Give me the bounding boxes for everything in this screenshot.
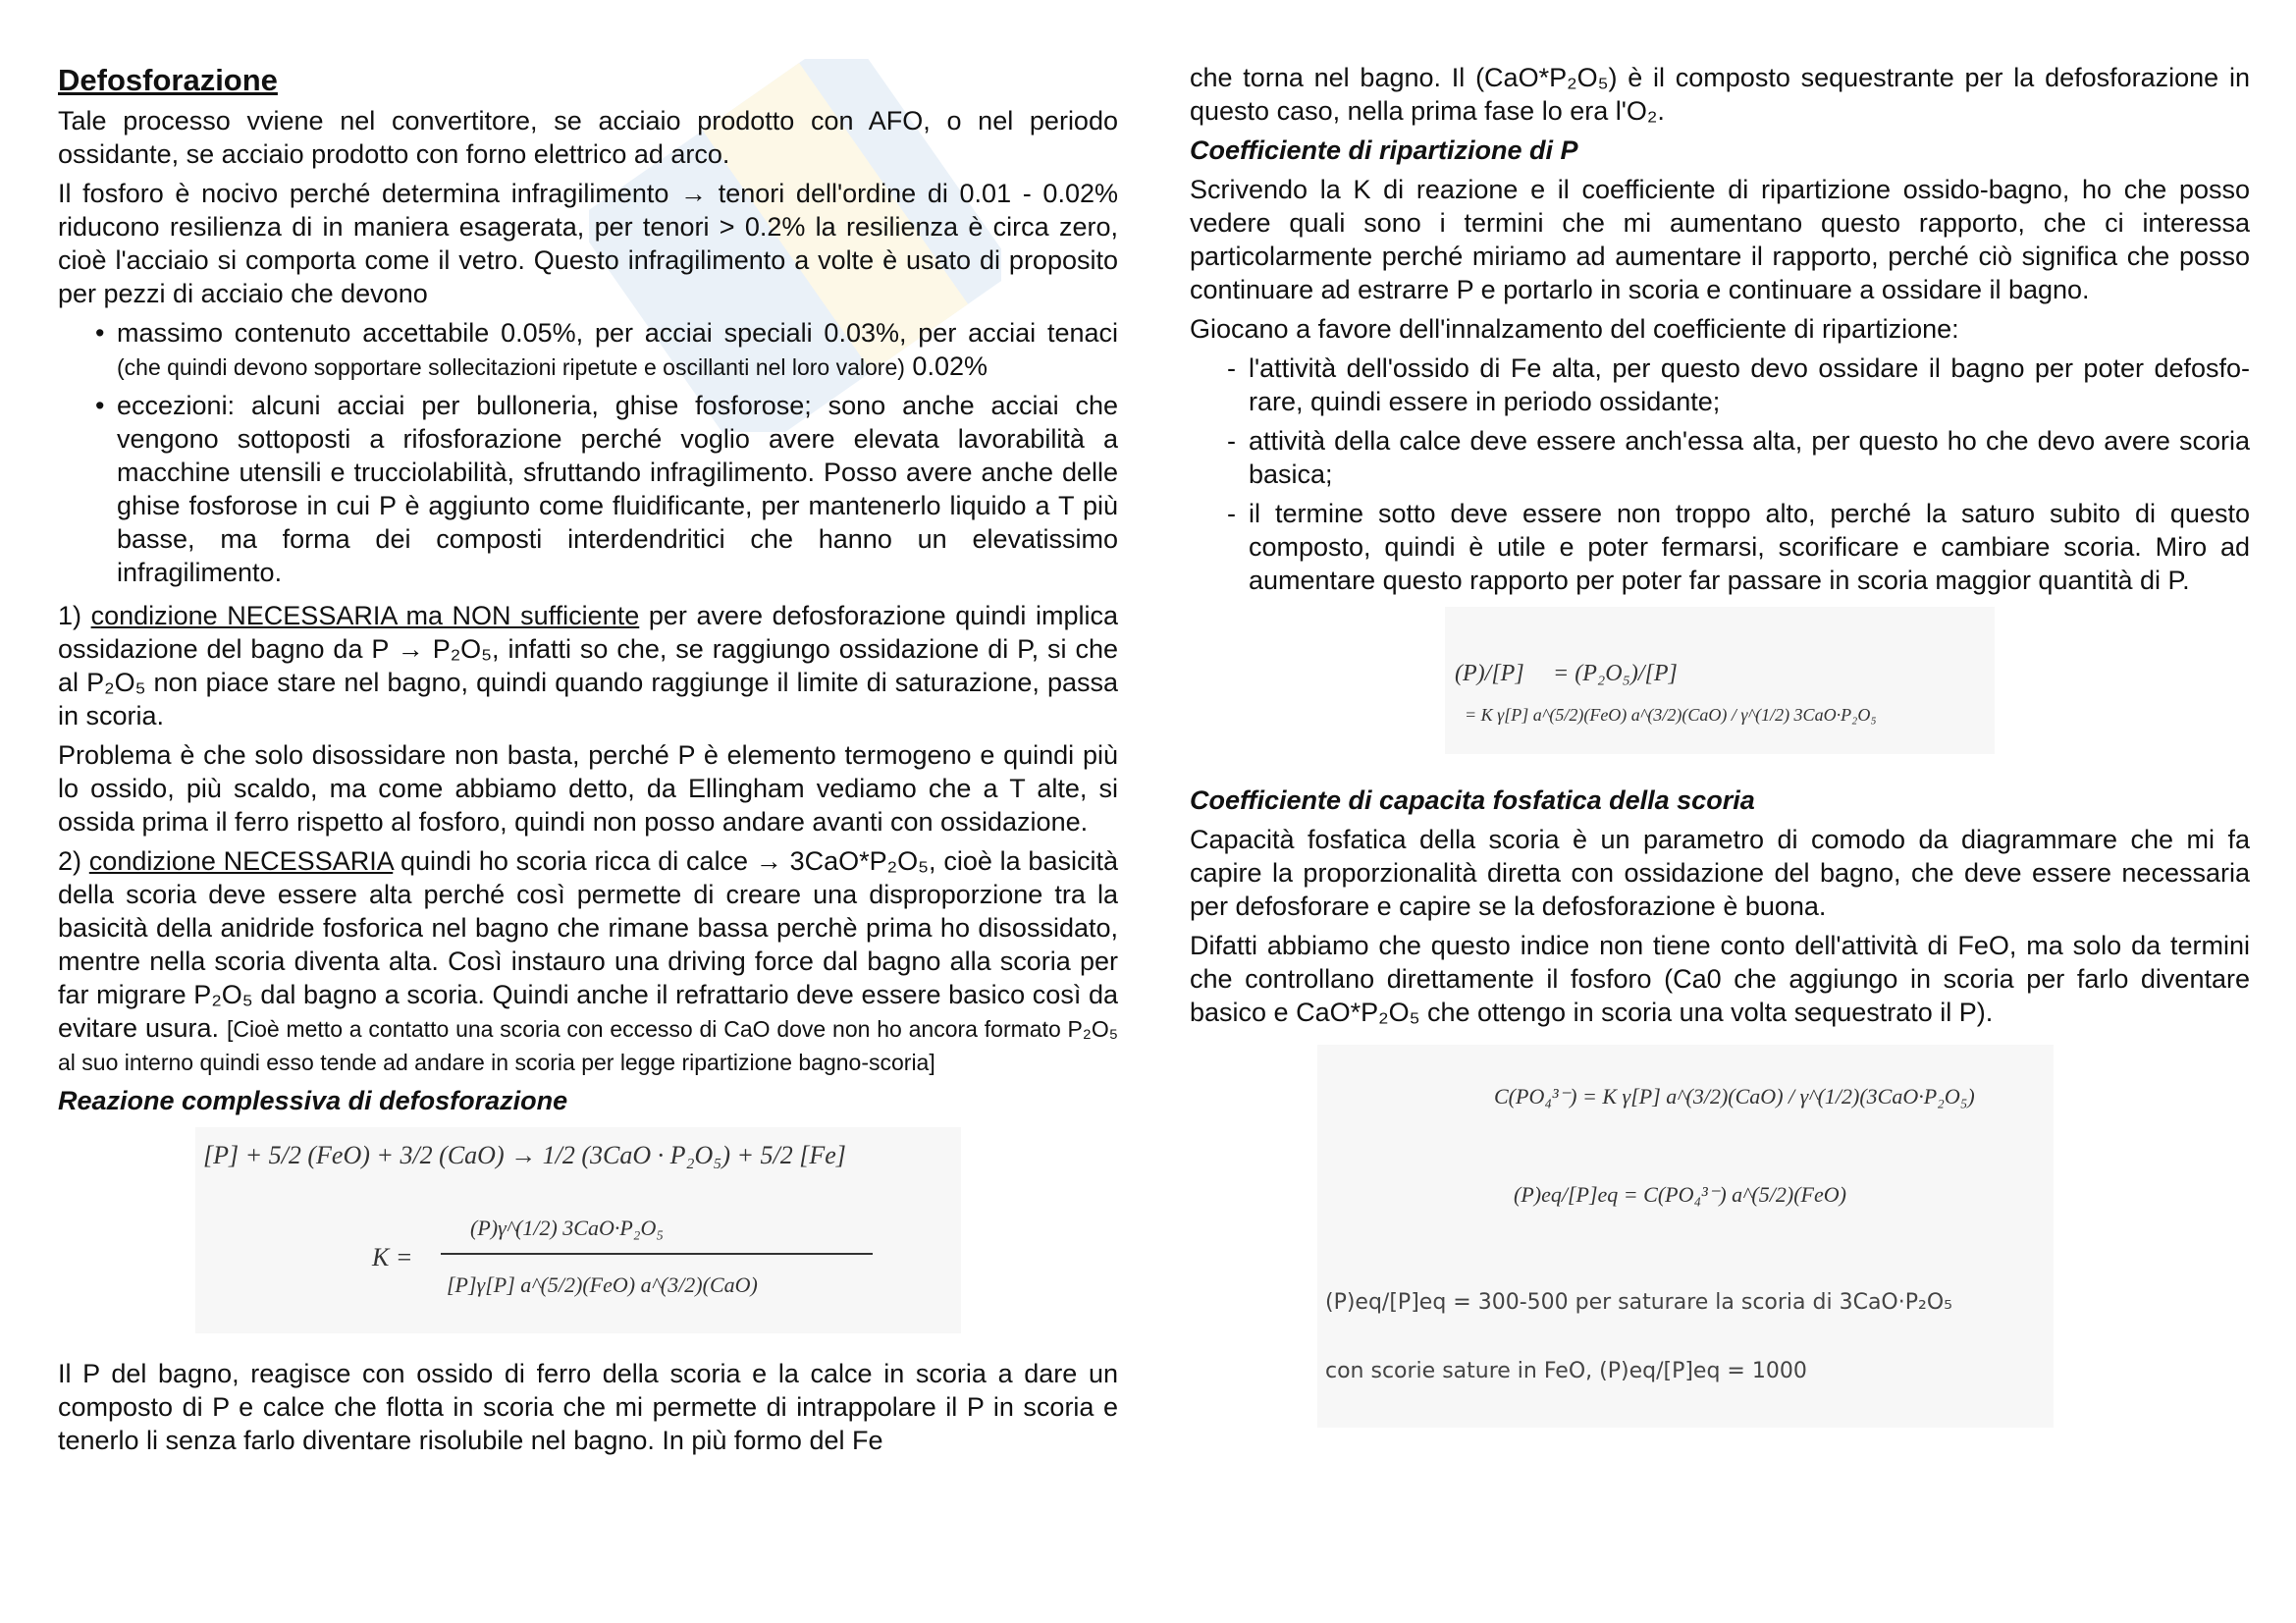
reaction-heading: Reazione complessiva di defosforazione <box>58 1086 568 1115</box>
ratio-p2o5: = (P₂O₅)/[P] <box>1553 661 1678 686</box>
capacity-paragraph: Capacità fosfatica della scoria è un parametro di comodo da diagrammare che mi fa capire la proporzionalità diretta con ossidazione del bagno, che deve essere necessaria per defosforare e capire se la defosforazione è buona. <box>1190 825 2250 921</box>
k-denominator: [P]γ[P] a^(5/2)(FeO) a^(3/2)(CaO) <box>447 1272 758 1297</box>
list-item: - l'attività dell'ossido di Fe alta, per questo devo ossidare il bagno per poter defosfo-rare, quindi essere in periodo ossidante; <box>1227 353 2250 416</box>
condition-1-heading: condizione NECESSARIA ma NON sufficiente <box>90 601 640 630</box>
reaction-formula-image <box>195 1127 961 1333</box>
capacity-heading: Coefficiente di capacita fosfatica della scoria <box>1190 785 1755 815</box>
continuation-paragraph: che torna nel bagno. Il (CaO*P₂O₅) è il composto sequestrante per la defosforazione in questo caso, nella prima fase lo era l'O₂. <box>1190 63 2250 126</box>
list-item: • eccezioni: alcuni acciai per bulloneria, ghise fosforose; sono anche acciai che vengono sottoposti a rifosforazione perché voglio avere elevata lavorabilità a macchine utensili e trucciolabilità, sfruttando infragilimento. Posso avere anche delle ghise fosforose in cui P è aggiunto come fluidificante, per mantenerlo liquido a T più basse, ma forma dei composti interdendritici che hanno un elevatissimo infragilimento. <box>95 391 1118 587</box>
capacity-detail-paragraph: Difatti abbiamo che questo indice non tiene conto dell'attività di FeO, ma solo da termini che controllano direttamente il fosforo (Ca0 che aggiungo in scoria per farlo diventare basico e CaO*P₂O₅ che ottengo in scoria una volta sequestrato il P). <box>1190 931 2250 1027</box>
dash-marker: - <box>1227 426 1236 456</box>
bath-reaction-paragraph: Il P del bagno, reagisce con ossido di ferro della scoria e la calce in scoria a dare un composto di P e calce che flotta in scoria che mi permette di intrappolare il P in scoria e tenerlo li senza farlo diventare risolubile nel bagno. In più formo del Fe <box>58 1359 1118 1455</box>
k-lhs: K = <box>372 1243 413 1271</box>
reaction-equation: [P] + 5/2 (FeO) + 3/2 (CaO) → 1/2 (3CaO · P₂O₅) + 5/2 [Fe] <box>203 1141 846 1169</box>
partition-formula-image <box>1445 607 1995 754</box>
condition-1-paragraph: 1) condizione NECESSARIA ma NON sufficiente per avere defosforazione quindi implica ossidazione del bagno da P → P₂O₅, infatti so che, se raggiungo ossidazione di P, si che al P₂O₅ non piace stare nel bagno, quindi quando raggiunge il limite di saturazione, passa in scoria. <box>58 601 1118 730</box>
saturation-note: (P)eq/[P]eq = 300-500 per saturare la scoria di 3CaO·P₂O₅ <box>1325 1290 1952 1315</box>
left-column <box>58 61 1118 1463</box>
partition-heading: Coefficiente di ripartizione di P <box>1190 135 1578 165</box>
condition-2-heading: condizione NECESSARIA <box>88 846 394 876</box>
right-column <box>1190 61 2250 1437</box>
phosphorus-harm-paragraph: Il fosforo è nocivo perché determina infragilimento → tenori dell'ordine di 0.01 - 0.02% riducono resilienza di in maniera esagerata, per tenori > 0.2% la resilienza è circa zero, cioè l'acciaio si comporta come il vetro. Questo infragilimento a volte è usato di proposito per pezzi di acciaio che devono <box>58 179 1118 308</box>
section-title: Defosforazione <box>58 63 278 97</box>
fraction-bar <box>441 1253 873 1255</box>
favor-paragraph: Giocano a favore dell'innalzamento del coefficiente di ripartizione: <box>1190 314 1959 344</box>
condition-2-note: [Cioè metto a contatto una scoria con eccesso di CaO dove non ho ancora formato P₂O₅ al suo interno quindi esso tende ad andare in scoria per legge ripartizione bagno-scoria] <box>58 1016 1118 1075</box>
bullet-marker: • <box>95 318 105 348</box>
condition-2-paragraph: 2) condizione NECESSARIA quindi ho scoria ricca di calce → 3CaO*P₂O₅, cioè la basicità della scoria deve essere alta perché così permette di creare una disproporzione tra la basicità della anidride fosforica nel bagno che rimane bassa perchè prima ho disossidato, mentre nella scoria diventa alta. Così instauro una driving force dal bagno alla scoria per far migrare P₂O₅ dal bagno a scoria. Quindi anche il refrattario deve essere basico così da evitare usura. [Cioè metto a contatto una scoria con eccesso di CaO dove non ho ancora formato P₂O₅ al suo interno quindi esso tende ad andare in scoria per legge ripartizione bagno-scoria] <box>58 846 1118 1075</box>
bullet-marker: • <box>95 391 105 420</box>
intro-paragraph: Tale processo vviene nel convertitore, se acciaio prodotto con AFO, o nel periodo ossidante, se acciaio prodotto con forno elettrico ad arco. <box>58 106 1118 169</box>
k-numerator: (P)γ^(1/2) 3CaO·P₂O₅ <box>470 1216 664 1240</box>
list-item: • massimo contenuto accettabile 0.05%, per acciai speciali 0.03%, per acciai tenaci (che quindi devono sopportare sollecitazioni ripetute e oscillanti nel loro valore) 0.02% <box>95 318 1118 381</box>
list-item: - il termine sotto deve essere non troppo alto, perché la saturo subito di questo composto, quindi è utile e poter fermarsi, scorificare e cambiare scoria. Miro ad aumentare questo rapporto per poter far passare in scoria maggior quantità di P. <box>1227 499 2250 595</box>
dash-marker: - <box>1227 353 1236 383</box>
list-item: - attività della calce deve essere anch'essa alta, per questo ho che devo avere scoria basica; <box>1227 426 2250 489</box>
ratio-p: (P)/[P] <box>1455 661 1524 686</box>
dash-marker: - <box>1227 499 1236 528</box>
capacity-formula-image <box>1317 1045 2054 1428</box>
limits-list <box>58 316 1118 589</box>
capacity-equation: C(PO₄³⁻) = K γ[P] a^(3/2)(CaO) / γ^(1/2)(3CaO·P₂O₅) <box>1494 1084 1975 1109</box>
partition-paragraph: Scrivendo la K di reazione e il coefficiente di ripartizione ossido-bagno, ho che posso vedere quali sono i termini che mi aumentano questo rapporto, che ci interessa particolarmente perché miriamo ad aumentare il rapporto, perché ciò significa che posso continuare ad estrarre P e portarlo in scoria e continuare a ossidare il bagno. <box>1190 175 2250 304</box>
favor-list <box>1190 352 2250 597</box>
feo-saturation-note: con scorie sature in FeO, (P)eq/[P]eq = 1000 <box>1325 1359 1807 1383</box>
problem-paragraph: Problema è che solo disossidare non basta, perché P è elemento termogeno e quindi più lo ossido, più scaldo, ma come abbiamo detto, da Ellingham vediamo che a T alte, si ossida prima il ferro rispetto al fosforo, quindi non posso andare avanti con ossidazione. <box>58 740 1118 837</box>
equilibrium-equation: (P)eq/[P]eq = C(PO₄³⁻) a^(5/2)(FeO) <box>1514 1182 1846 1207</box>
ratio-k-expression: = K γ[P] a^(5/2)(FeO) a^(3/2)(CaO) / γ^(1/2) 3CaO·P₂O₅ <box>1465 705 1877 725</box>
